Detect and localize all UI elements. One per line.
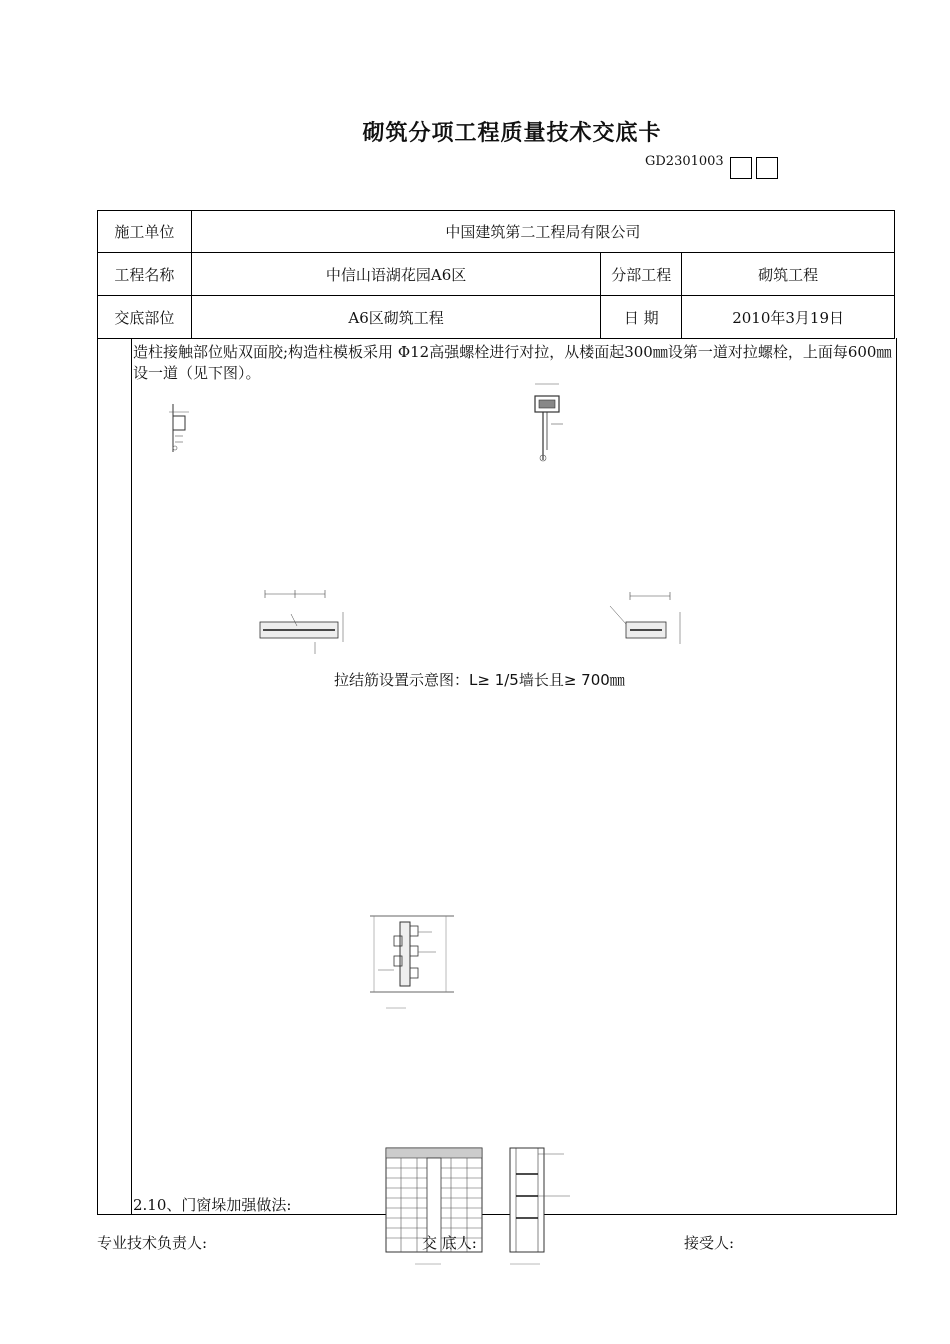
constructional-column-drawing [366, 912, 458, 1016]
date-value: 2010年3月19日 [682, 296, 895, 339]
part-label: 交底部位 [98, 296, 192, 339]
tie-bar-drawing-right [600, 588, 695, 662]
code-box-2 [756, 157, 778, 179]
footer-tech-lead: 专业技术负责人: [97, 1234, 208, 1252]
project-label: 工程名称 [98, 253, 192, 296]
column-reinforcement-drawing [500, 1146, 580, 1270]
document-title: 砌筑分项工程质量技术交底卡 [362, 120, 662, 146]
footer-receiver: 接受人: [684, 1234, 735, 1252]
date-label: 日 期 [601, 296, 682, 339]
document-code: GD2301003 [645, 154, 724, 169]
section-heading: 2.10、门窗垛加强做法: [133, 1196, 292, 1214]
column-detail-drawing-large [525, 380, 569, 464]
code-box-1 [730, 157, 752, 179]
subdivision-label: 分部工程 [601, 253, 682, 296]
unit-label: 施工单位 [98, 211, 192, 253]
column-detail-drawing-small [165, 402, 195, 454]
footer-presenter: 交 底人: [422, 1234, 477, 1252]
part-value: A6区砌筑工程 [191, 296, 600, 339]
tie-bar-drawing-left [255, 578, 350, 662]
unit-value: 中国建筑第二工程局有限公司 [191, 211, 894, 253]
content-paragraph: 造柱接触部位贴双面胶;构造柱模板采用 Φ12高强螺栓进行对拉，从楼面起300㎜设第一道对拉螺栓，上面每600㎜设一道（见下图）。 [133, 343, 892, 382]
figure-caption: 拉结筋设置示意图：L≥ 1/5墙长且≥ 700㎜ [334, 671, 625, 689]
content-divider [131, 338, 132, 1214]
info-table [97, 210, 895, 339]
project-value: 中信山语湖花园A6区 [191, 253, 600, 296]
content-cell [97, 338, 897, 1215]
subdivision-value: 砌筑工程 [682, 253, 895, 296]
